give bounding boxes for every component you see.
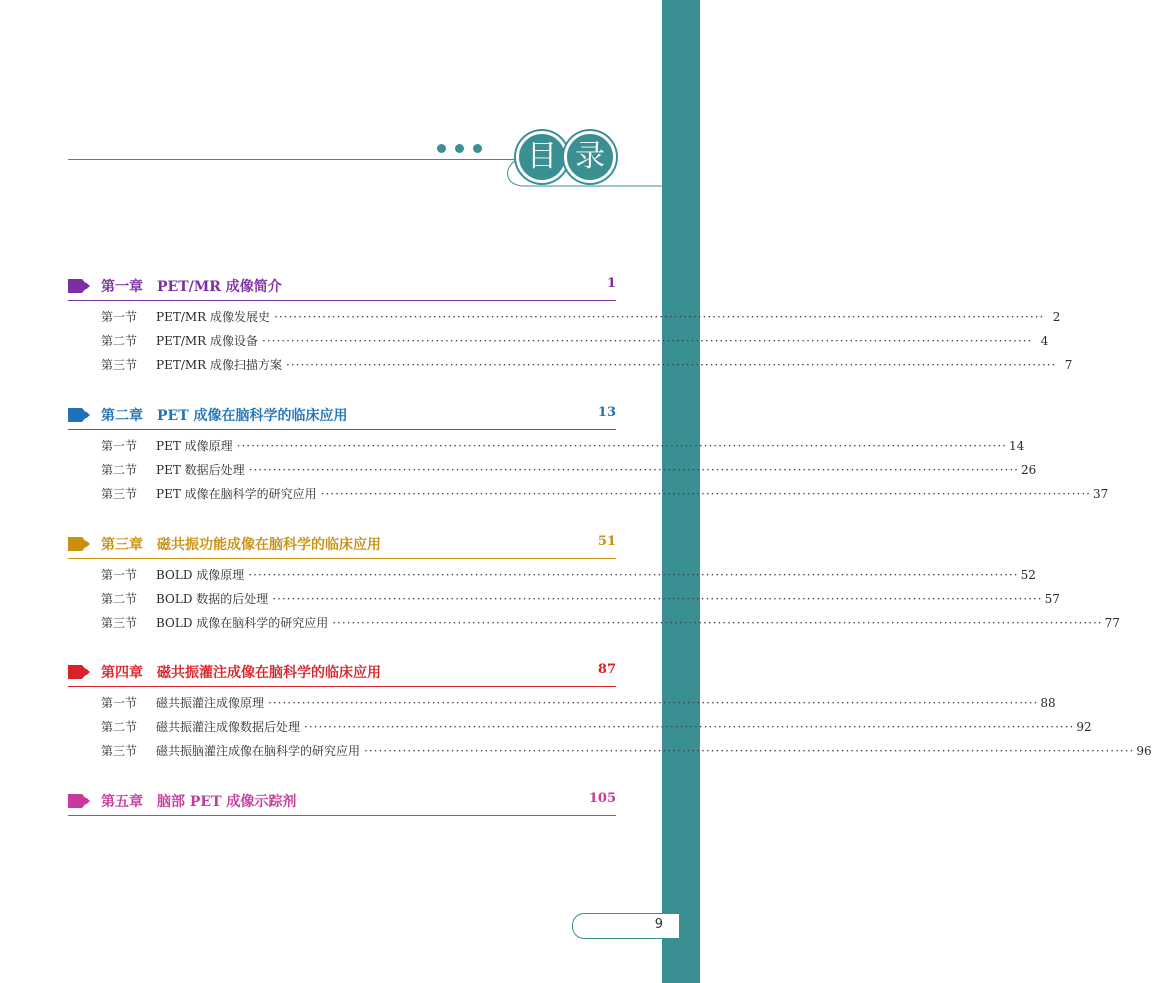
- section-label: 第一节: [101, 568, 138, 582]
- chapter-title: 第五章 脑部 PET 成像示踪剂: [101, 794, 297, 810]
- chapter-rule: [68, 300, 616, 301]
- section-title: PET 数据后处理: [156, 463, 245, 477]
- section-entry[interactable]: [101, 742, 1152, 766]
- section-title: BOLD 成像在脑科学的研究应用: [156, 616, 329, 630]
- section-entry[interactable]: [101, 461, 1037, 485]
- title-char: 目: [516, 131, 568, 183]
- page-number-tab: [572, 913, 679, 939]
- section-label: 第二节: [101, 334, 138, 348]
- chapter-title: 第一章 PET/MR 成像简介: [101, 279, 282, 295]
- chapter-marker-icon: [68, 279, 90, 293]
- dot-leader: ································································································································································: [272, 592, 1043, 606]
- section-page: 2: [1052, 310, 1061, 324]
- dot-leader: ································································································································································: [364, 744, 1135, 758]
- section-label: 第一节: [101, 439, 138, 453]
- chapter-rule: [68, 429, 616, 430]
- section-entry[interactable]: [101, 437, 1025, 461]
- section-page: 26: [1020, 463, 1037, 477]
- section-label: 第二节: [101, 463, 138, 477]
- section-entry[interactable]: [101, 356, 1073, 380]
- section-entry[interactable]: [101, 485, 1109, 509]
- dot: [455, 144, 464, 153]
- section-entry[interactable]: [101, 590, 1060, 614]
- dot-leader: ································································································································································: [304, 720, 1075, 734]
- chapter-entry[interactable]: [68, 534, 1120, 630]
- section-title: BOLD 成像原理: [156, 568, 245, 582]
- section-title: 磁共振灌注成像原理: [156, 696, 265, 710]
- chapter-marker-icon: [68, 794, 90, 808]
- chapter-title: 第二章 PET 成像在脑科学的临床应用: [101, 408, 348, 424]
- dot: [437, 144, 446, 153]
- section-page: 77: [1104, 616, 1120, 630]
- section-page: 7: [1064, 358, 1073, 372]
- chapter-entry[interactable]: [68, 662, 1152, 758]
- chapter-page: 13: [597, 405, 616, 420]
- dot-leader: ································································································································································: [236, 439, 1007, 453]
- section-label: 第三节: [101, 358, 138, 372]
- chapter-rule: [68, 558, 616, 559]
- chapter-rule: [68, 815, 616, 816]
- section-entry[interactable]: [101, 308, 1061, 332]
- section-label: 第二节: [101, 592, 138, 606]
- header-rule: [68, 159, 518, 160]
- section-list: [101, 566, 1120, 638]
- section-entry[interactable]: [101, 614, 1120, 638]
- title-char: 录: [564, 131, 616, 183]
- section-entry[interactable]: [101, 566, 1036, 590]
- section-page: 37: [1092, 487, 1109, 501]
- section-title: PET/MR 成像发展史: [156, 310, 271, 324]
- chapter-page: 51: [597, 534, 616, 549]
- section-page: 88: [1040, 696, 1056, 710]
- chapter-entry[interactable]: [68, 405, 1109, 501]
- dot: [473, 144, 482, 153]
- section-page: 96: [1136, 744, 1152, 758]
- chapter-marker-icon: [68, 537, 90, 551]
- section-entry[interactable]: [101, 694, 1056, 718]
- dot-leader: ································································································································································: [332, 616, 1103, 630]
- dot-leader: ································································································································································: [320, 487, 1091, 501]
- section-page: 92: [1076, 720, 1092, 734]
- section-list: [101, 694, 1152, 766]
- chapter-rule: [68, 686, 616, 687]
- section-entry[interactable]: [101, 718, 1092, 742]
- section-title: 磁共振灌注成像数据后处理: [156, 720, 301, 734]
- section-label: 第三节: [101, 616, 138, 630]
- section-title: PET 成像原理: [156, 439, 233, 453]
- section-label: 第一节: [101, 310, 138, 324]
- chapter-page: 1: [606, 276, 616, 291]
- dot-leader: ································································································································································: [248, 568, 1019, 582]
- chapter-marker-icon: [68, 665, 90, 679]
- dot-leader: ································································································································································: [286, 358, 1057, 372]
- section-label: 第二节: [101, 720, 138, 734]
- chapter-marker-icon: [68, 408, 90, 422]
- section-list: [101, 437, 1109, 509]
- section-page: 14: [1008, 439, 1025, 453]
- section-title: BOLD 数据的后处理: [156, 592, 269, 606]
- dot-leader: ································································································································································: [274, 310, 1045, 324]
- section-entry[interactable]: [101, 332, 1049, 356]
- section-list: [101, 308, 1073, 380]
- dot-leader: ································································································································································: [268, 696, 1039, 710]
- section-title: 磁共振脑灌注成像在脑科学的研究应用: [156, 744, 361, 758]
- header-dots: [437, 144, 482, 153]
- section-page: 4: [1040, 334, 1049, 348]
- section-title: PET 成像在脑科学的研究应用: [156, 487, 317, 501]
- chapter-entry[interactable]: [68, 791, 616, 813]
- chapter-title: 第三章 磁共振功能成像在脑科学的临床应用: [101, 537, 381, 553]
- section-title: PET/MR 成像设备: [156, 334, 259, 348]
- page-number: 9: [654, 917, 663, 932]
- chapter-page: 105: [588, 791, 616, 806]
- section-label: 第三节: [101, 744, 138, 758]
- section-page: 57: [1044, 592, 1060, 606]
- dot-leader: ································································································································································: [248, 463, 1019, 477]
- section-page: 52: [1020, 568, 1036, 582]
- section-label: 第一节: [101, 696, 138, 710]
- chapter-page: 87: [597, 662, 616, 677]
- section-label: 第三节: [101, 487, 138, 501]
- chapter-title: 第四章 磁共振灌注成像在脑科学的临床应用: [101, 665, 381, 681]
- dot-leader: ································································································································································: [262, 334, 1033, 348]
- section-title: PET/MR 成像扫描方案: [156, 358, 283, 372]
- page-title: [516, 131, 616, 183]
- chapter-entry[interactable]: [68, 276, 1073, 372]
